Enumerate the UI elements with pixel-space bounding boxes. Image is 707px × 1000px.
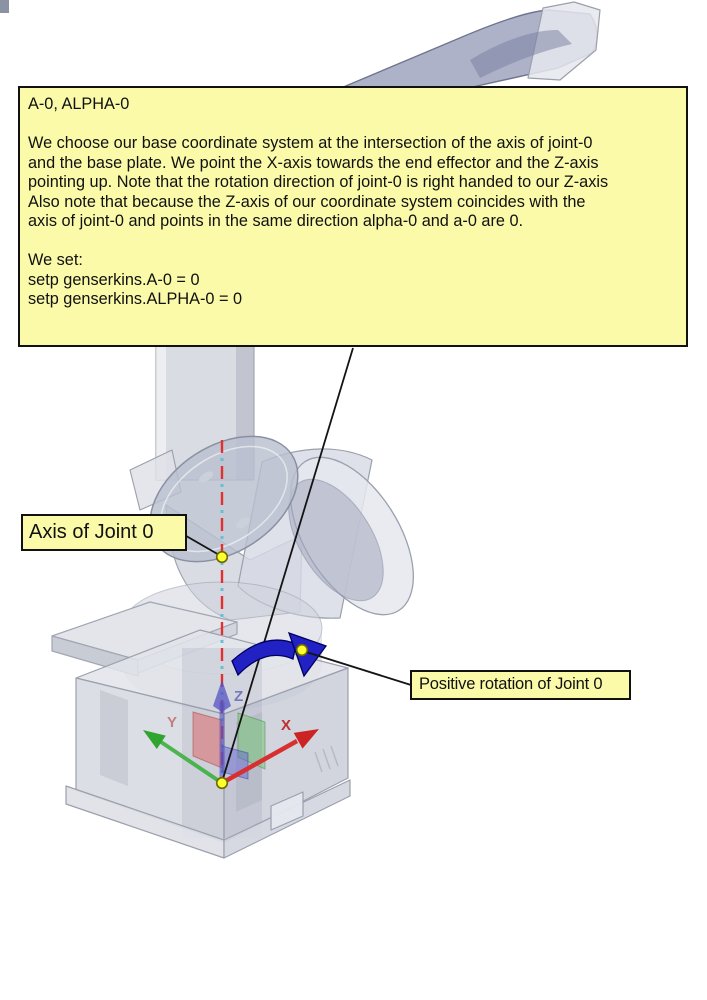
info-box-set-line: setp genserkins.A-0 = 0	[28, 270, 200, 289]
rotation-marker-icon	[297, 645, 308, 656]
info-box-line: and the base plate. We point the X-axis towards the end effector and the Z-axis	[28, 153, 599, 172]
robot-upper-arm	[341, 2, 600, 88]
info-box-set-heading: We set:	[28, 251, 83, 269]
axis-marker-icon	[217, 552, 228, 563]
info-box-line: Also note that because the Z-axis of our coordinate system coincides with the	[28, 192, 586, 211]
axis-callout-text: Axis of Joint 0	[29, 521, 154, 543]
y-axis-label: Y	[167, 714, 178, 731]
corner-artifact	[0, 0, 9, 13]
origin-marker-icon	[217, 778, 228, 789]
x-axis-label: X	[281, 717, 292, 734]
rotation-callout-text: Positive rotation of Joint 0	[419, 675, 603, 693]
info-box-line: pointing up. Note that the rotation direction of joint-0 is right handed to our Z-axis	[28, 173, 609, 191]
z-axis-label: Z	[234, 688, 244, 705]
info-box-set-line: setp genserkins.ALPHA-0 = 0	[28, 290, 243, 308]
info-box-title: A-0, ALPHA-0	[28, 95, 130, 113]
axis-callout-label	[21, 514, 187, 551]
rotation-callout-label	[410, 670, 631, 700]
info-box-line: We choose our base coordinate system at the intersection of the axis of joint-0	[28, 134, 593, 152]
info-box	[18, 86, 688, 347]
info-box-line: axis of joint-0 and points in the same direction alpha-0 and a-0 are 0.	[28, 212, 524, 230]
